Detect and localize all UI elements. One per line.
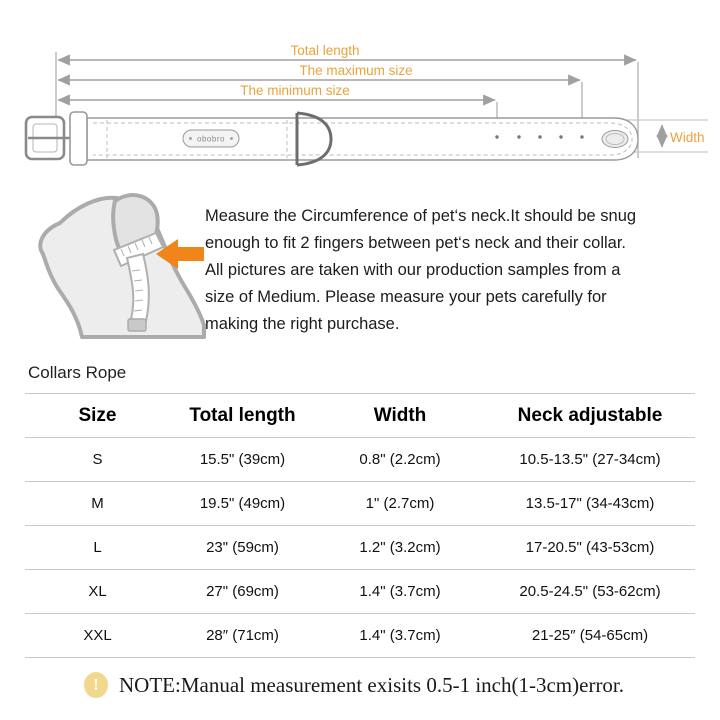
minimum-size-label: The minimum size	[240, 83, 350, 98]
table-row	[25, 570, 695, 614]
cell-neck-adjustable: 13.5-17" (34-43cm)	[525, 495, 655, 512]
cell-total-length: 27" (69cm)	[206, 583, 279, 600]
table-row	[25, 438, 695, 482]
cell-width: 1.4" (3.7cm)	[359, 583, 441, 600]
instruction-line: Measure the Circumference of pet‘s neck.It should be snug	[205, 207, 637, 225]
maximum-size-label: The maximum size	[299, 63, 413, 78]
table-row	[25, 526, 695, 570]
brand-plate-text: obobro	[197, 134, 225, 144]
cell-neck-adjustable: 20.5-24.5" (53-62cm)	[519, 583, 661, 600]
instruction-line: enough to fit 2 fingers between pet‘s neck and their collar.	[205, 234, 627, 252]
cell-neck-adjustable: 17-20.5" (43-53cm)	[525, 539, 655, 556]
cell-total-length: 23" (59cm)	[206, 539, 279, 556]
cell-total-length: 19.5" (49cm)	[199, 495, 286, 512]
exclamation-icon: !	[84, 672, 108, 698]
cell-total-length: 15.5" (39cm)	[199, 451, 286, 468]
cell-width: 1.4" (3.7cm)	[359, 627, 441, 644]
collar-diagram	[0, 0, 720, 186]
keeper-loop	[70, 112, 87, 165]
cell-neck-adjustable: 21-25″ (54-65cm)	[531, 627, 649, 644]
footer-note	[84, 672, 624, 698]
instruction-line: making the right purchase.	[205, 315, 400, 333]
measuring-instructions	[205, 203, 675, 338]
collar-illustration	[26, 112, 638, 165]
tip-tag	[602, 131, 628, 148]
cell-size: S	[92, 451, 103, 468]
cell-size: XL	[88, 583, 107, 600]
total-length-label: Total length	[290, 43, 360, 58]
cell-width: 1.2" (3.2cm)	[359, 539, 441, 556]
size-table	[25, 393, 695, 658]
header-size: Size	[78, 404, 117, 426]
cell-width: 0.8" (2.2cm)	[359, 451, 441, 468]
cell-width: 1" (2.7cm)	[365, 495, 435, 512]
buckle	[26, 117, 74, 159]
brand-plate	[183, 130, 239, 147]
dog-illustration	[28, 186, 210, 342]
table-row	[25, 482, 695, 526]
cell-neck-adjustable: 10.5-13.5" (27-34cm)	[519, 451, 661, 468]
cell-size: M	[91, 495, 104, 512]
cell-size: XXL	[83, 627, 112, 644]
cell-total-length: 28″ (71cm)	[206, 627, 279, 644]
footer-note-text: NOTE:Manual measurement exisits 0.5-1 inch(1-3cm)error.	[119, 672, 625, 697]
header-width: Width	[373, 404, 427, 426]
cell-size: L	[93, 539, 102, 556]
instruction-line: All pictures are taken with our production samples from a	[205, 261, 621, 279]
header-neck-adjustable: Neck adjustable	[517, 404, 663, 426]
instruction-line: size of Medium. Please measure your pets carefully for	[205, 288, 607, 306]
table-caption: Collars Rope	[28, 363, 127, 382]
table-row	[25, 614, 695, 658]
header-total-length: Total length	[189, 404, 296, 426]
width-label: Width	[670, 130, 705, 145]
table-header-row	[25, 394, 695, 438]
